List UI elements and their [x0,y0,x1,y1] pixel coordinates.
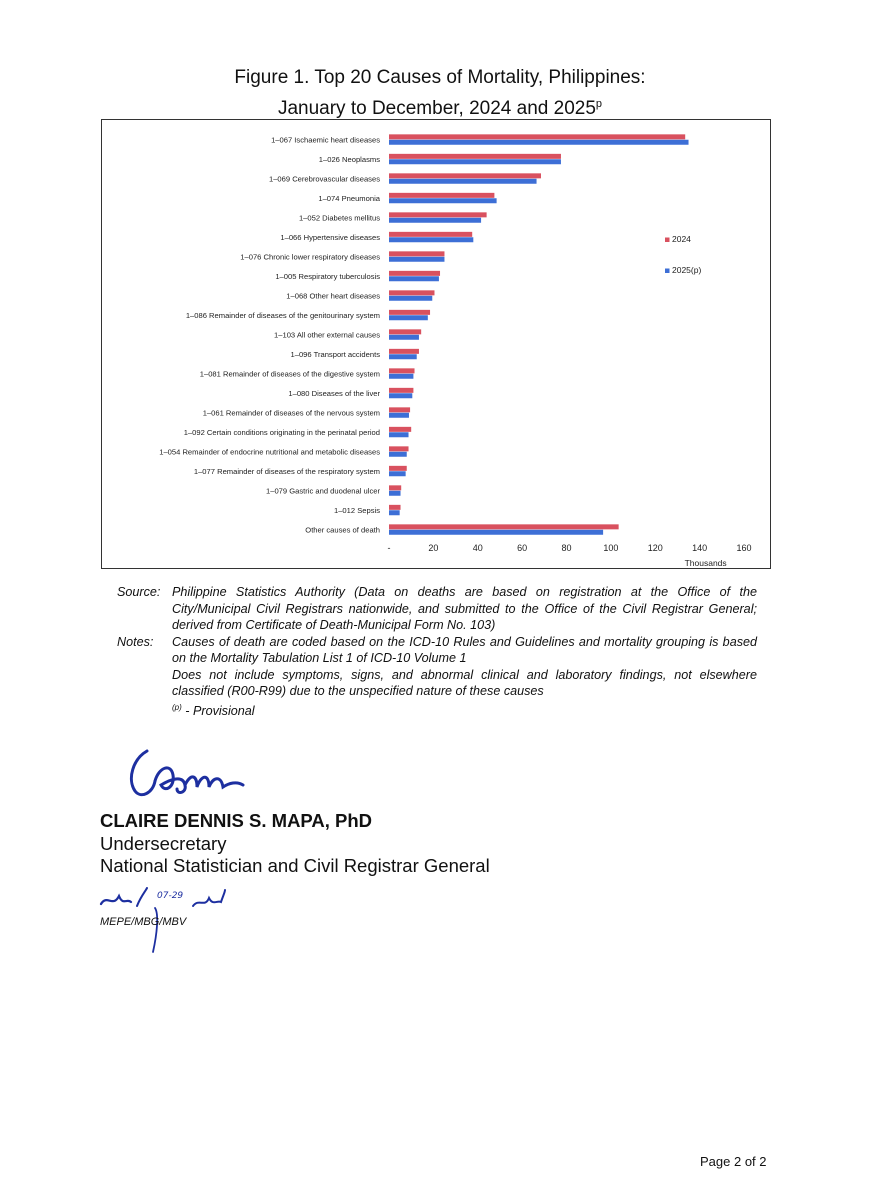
note-exclusions: Does not include symptoms, signs, and abnormal clinical and laboratory findings, not elsewhere classified (R00-R99) due to the unspecified nature of these causes [172,667,757,698]
notes-row [117,634,757,720]
category-label: 1–066 Hypertensive diseases [280,232,380,242]
page-number: Page 2 of 2 [700,1154,767,1169]
source-text: Philippine Statistics Authority (Data on deaths are based on registration at the Office of the City/Municipal Civil Registrars nationwide, and submitted to the Office of the Civil Registrar General; derived from Certificate of Death-Municipal Form No. 103) [172,585,757,632]
x-tick-label: 120 [647,543,663,553]
bar-2024 [389,446,409,451]
provisional-superscript: p [595,98,603,110]
bar-2025p [389,257,444,262]
figure-title-line2 [150,91,730,122]
category-label: 1–080 Diseases of the liver [288,388,380,398]
bar-2024 [389,251,444,256]
bar-2024 [389,290,434,295]
category-label: 1–054 Remainder of endocrine nutritional and metabolic diseases [159,447,380,457]
bar-2024 [389,368,415,373]
category-label: 1–079 Gastric and duodenal ulcer [266,486,380,496]
bar-2025p [389,354,417,359]
notes-label: Notes: [117,634,154,649]
bar-2024 [389,212,487,217]
figure-title-line2-text: January to December, 2024 and 2025 [277,98,596,119]
bar-2024 [389,466,407,471]
legend-swatch [665,238,670,243]
bar-2024 [389,193,494,198]
x-axis-label: Thousands [684,558,727,568]
category-label: 1–005 Respiratory tuberculosis [275,271,380,281]
note-provisional [172,700,757,720]
category-label: 1–068 Other heart diseases [286,291,380,301]
bar-2025p [389,140,689,145]
bar-2025p [389,491,401,496]
category-label: 1–052 Diabetes mellitus [298,213,380,223]
category-label: 1–076 Chronic lower respiratory diseases [240,252,380,262]
category-label: 1–092 Certain conditions originating in the perinatal period [183,427,380,437]
bar-2025p [389,530,603,535]
bar-2024 [389,154,561,159]
bar-2025p [389,218,481,223]
notes-section [117,584,757,719]
category-label: 1–096 Transport accidents [290,349,380,359]
legend-label: 2024 [672,234,691,244]
bar-2025p [389,335,419,340]
category-label: 1–074 Pneumonia [318,193,380,203]
bar-2024 [389,388,413,393]
mortality-bar-chart [102,120,770,568]
bar-2025p [389,393,412,398]
category-label: Other causes of death [305,525,380,535]
bar-2025p [389,452,407,457]
source-label: Source: [117,585,161,599]
provisional-mark: (p) [172,702,182,712]
bar-2024 [389,271,440,276]
bar-2025p [389,276,439,281]
bar-2025p [389,237,473,242]
category-label: 1–086 Remainder of diseases of the genitourinary system [185,310,380,320]
bar-2025p [389,179,537,184]
x-tick-label: 100 [603,543,619,553]
x-tick-label: 160 [736,543,752,553]
bar-2025p [389,510,400,515]
bar-2024 [389,505,401,510]
figure-title [150,64,730,122]
signatory-name: CLAIRE DENNIS S. MAPA, PhD [100,810,373,831]
bar-2024 [389,310,430,315]
provisional-text: - Provisional [181,703,255,718]
signatory-office: National Statistician and Civil Registrar General [100,855,490,876]
bar-2024 [389,349,419,354]
source-row [117,584,757,634]
category-label: 1–026 Neoplasms [318,154,380,164]
note-icd10: Causes of death are coded based on the ICD-10 Rules and Guidelines and mortality grouping is based on the Mortality Tabulation List 1 of ICD-10 Volume 1 [172,634,757,665]
signatory-position: Undersecretary [100,832,227,854]
bar-2024 [389,173,541,178]
category-label: 1–081 Remainder of diseases of the digestive system [199,369,380,379]
x-tick-label: - [387,543,391,553]
bar-2025p [389,159,561,164]
bar-2024 [389,427,411,432]
reference-initials: MEPE/MBG/MBV [100,916,187,928]
x-tick-label: 40 [472,543,483,553]
bar-2024 [389,134,685,139]
notes-text [172,634,757,720]
category-label: 1–061 Remainder of diseases of the nervous system [202,408,380,418]
category-label: 1–012 Sepsis [333,505,380,515]
bar-2024 [389,232,472,237]
category-label: 1–077 Remainder of diseases of the respiratory system [193,466,380,476]
x-tick-label: 80 [561,543,572,553]
chart-frame [101,119,771,569]
bar-2025p [389,413,409,418]
x-tick-label: 60 [517,543,528,553]
legend-swatch [665,269,670,274]
category-label: 1–069 Cerebrovascular diseases [268,174,380,184]
bar-2025p [389,374,413,379]
x-tick-label: 140 [692,543,708,553]
signatory-block [100,810,490,878]
category-label: 1–103 All other external causes [274,330,380,340]
legend-label: 2025(p) [672,265,702,275]
bar-2025p [389,471,406,476]
category-label: 1–067 Ischaemic heart diseases [271,135,380,145]
bar-2024 [389,329,421,334]
handwritten-signature [125,745,265,805]
bar-2024 [389,485,401,490]
initials-date: 07-29 [157,891,184,901]
x-tick-label: 20 [428,543,439,553]
bar-2025p [389,296,432,301]
figure-title-line1: Figure 1. Top 20 Causes of Mortality, Philippines: [234,67,646,88]
bar-2025p [389,198,497,203]
bar-2025p [389,315,428,320]
bar-2025p [389,432,409,437]
bar-2024 [389,524,619,529]
bar-2024 [389,407,410,412]
